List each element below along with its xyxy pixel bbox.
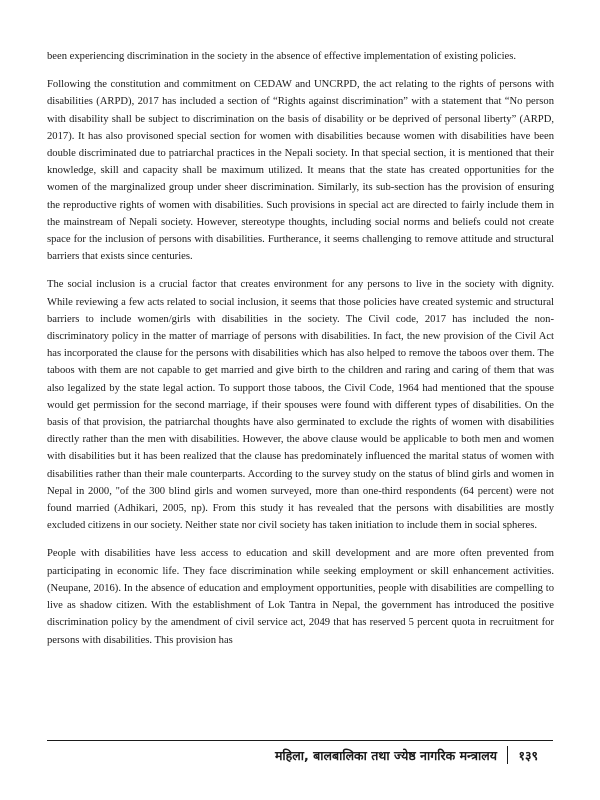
paragraph-4: People with disabilities have less access to education and skill development and are more often prevented from participating in economic life. They face discrimination while seeking employment or skill enhancement activities. (Neupane, 2016). In the absence of education and employment opportunities, people with disabilities are compelling to live as shadow citizen. With the establishment of Lok Tantra in Nepal, the government has introduced the positive discrimination policy by the amendment of civil service act, 2049 that has reserved 5 percent quota in recruitment for persons with disabilities. This provision has — [47, 548, 554, 646]
footer-page-number: १३९ — [518, 747, 538, 763]
paragraph-1: been experiencing discrimination in the society in the absence of effective implementation of existing policies. — [47, 51, 517, 62]
footer-ministry-title: महिला, बालबालिका तथा ज्येष्ठ नागरिक मन्त्रालय — [274, 747, 497, 763]
footer-content — [275, 746, 538, 764]
paragraph-3: The social inclusion is a crucial factor that creates environment for any persons to live in the society with dignity. While reviewing a few acts related to social inclusion, it seems that those policies have created systemic and structural barriers to include women/girls with disabilities in the society. The Civil code, 2017 has included the non-discriminatory policy in the matter of marriage of persons with disabilities. In fact, the new provision of the Civil Act has incorporated the clause for the persons with disabilities which has also helped to remove the taboos over them. The taboos with them are not capable to get married and give birth to the children and raring and caring of them that was also legalized by the state legal action. To support those taboos, the Civil Code, 1964 had mentioned that the spouse would get permission for the second marriage, if their spouses were found with different types of disabilities. On the basis of that provision, the patriarchal thoughts have also germinated to exclude the rights of women with disabilities directly rather than the men with disabilities. However, the above clause would be applicable to both men and women with disabilities but it has been realized that the clause has predominately influenced the marital status of women with disabilities rather than their male counterparts. According to the survey study on the status of blind girls and women in Nepal in 2000, "of the 300 blind girls and women surveyed, more than one-third respondents (64 percent) were not found married (Adhikari, 2005, np). From this study it has revealed that the persons with disabilities are mostly excluded citizens in our society. Neither state nor civil society has taken initiation to include them in social spheres. — [47, 279, 554, 532]
paragraph-2: Following the constitution and commitment on CEDAW and UNCRPD, the act relating to the rights of persons with disabilities (ARPD), 2017 has included a section of “Rights against discrimination” with a statement that “No person with disability shall be subject to discrimination on the basis of disability or be deprived of personal liberty” (ARPD, 2017). It has also provisoned special section for women with disabilities because women with disabilities have been double discriminated due to patriarchal practices in the Nepali society. In that special section, it is mentioned that their knowledge, skill and capacity shall be maximum utilized. It means that the state has created opportunities for the women of the marginalized group under sheer discrimination. Similarly, its sub-section has the provision of ensuring the reproductive rights of women with disabilities. Such provisions in special act are directed to fairly include them in the mainstream of Nepali society. However, stereotype thoughts, including social norms and beliefs could not create space for the inclusion of persons with disabilities. Furtherance, it seems challenging to remove attitude and structural barriers that exists since centuries. — [47, 79, 554, 263]
footer-divider — [507, 746, 509, 764]
page-footer — [0, 740, 600, 780]
document-body — [47, 48, 554, 660]
footer-rule — [47, 740, 553, 741]
